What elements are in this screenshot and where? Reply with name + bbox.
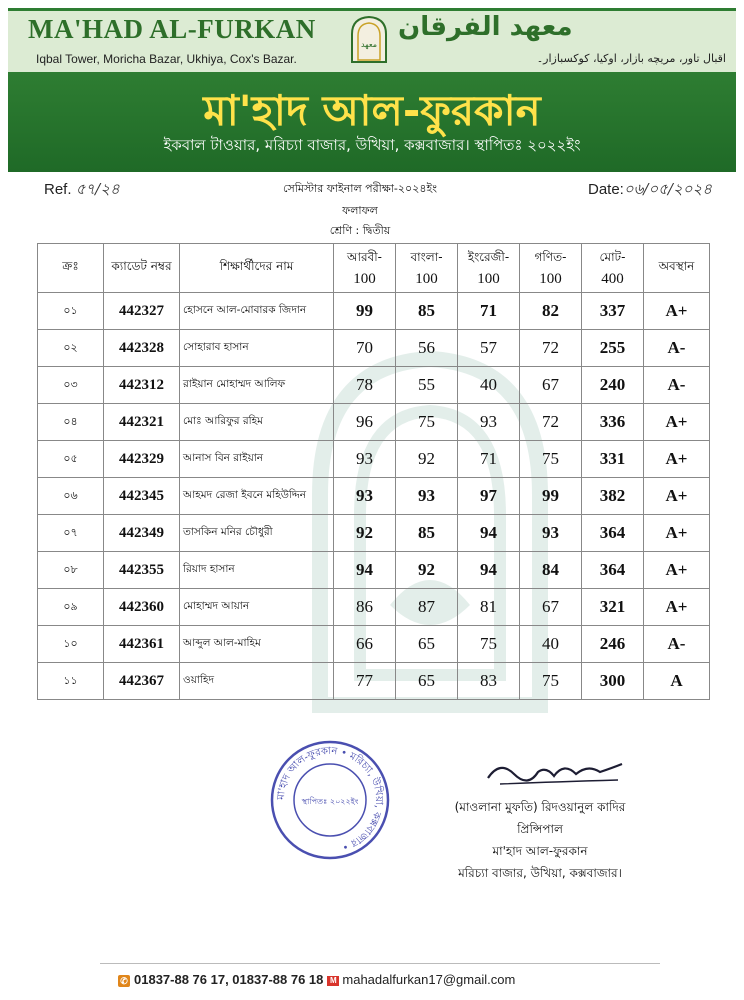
header-serial: ক্রঃ: [38, 244, 104, 293]
header-english: [458, 244, 520, 293]
cell-bangla: 75: [396, 404, 458, 441]
header-math-label: গণিত-: [534, 249, 567, 264]
cell-serial: ০১: [38, 293, 104, 330]
signatory-institution: মা'হাদ আল-ফুরকান: [492, 844, 588, 858]
cell-arabic: 93: [334, 441, 396, 478]
cell-arabic: 99: [334, 293, 396, 330]
cell-bangla: 87: [396, 589, 458, 626]
cell-arabic: 78: [334, 367, 396, 404]
date-value: ০৬/০৫/২০২৪: [623, 180, 712, 198]
cell-student-name: রিয়াদ হাসান: [180, 552, 334, 589]
cell-english: 93: [458, 404, 520, 441]
ref-label: Ref.: [44, 181, 72, 198]
cell-cadet-number: 442329: [104, 441, 180, 478]
cell-math: 93: [520, 515, 582, 552]
cell-english: 97: [458, 478, 520, 515]
cell-total: 255: [582, 330, 644, 367]
header-position: অবস্থান: [644, 244, 710, 293]
header-arabic-label: আরবী-: [346, 249, 383, 264]
signatory-address: মরিচ্যা বাজার, উখিয়া, কক্সবাজার।: [458, 866, 622, 880]
cell-position: A-: [644, 330, 710, 367]
cell-bangla: 56: [396, 330, 458, 367]
signature-mark: [480, 752, 630, 792]
cell-total: 382: [582, 478, 644, 515]
cell-english: 94: [458, 552, 520, 589]
institution-name-ar: معهد الفرقان: [398, 12, 573, 42]
footer-contact: [118, 972, 515, 987]
cell-serial: ০৬: [38, 478, 104, 515]
cell-cadet-number: 442327: [104, 293, 180, 330]
cell-position: A+: [644, 552, 710, 589]
cell-total: 300: [582, 663, 644, 700]
signatory-name: (মাওলানা মুফতি) রিদওয়ানুল কাদির: [454, 800, 626, 814]
seal-icon: [268, 738, 392, 862]
cell-arabic: 94: [334, 552, 396, 589]
header-arabic-max: 100: [353, 270, 376, 287]
table-row: [38, 478, 710, 515]
signatory-title: প্রিন্সিপাল: [517, 822, 563, 836]
cell-serial: ০২: [38, 330, 104, 367]
cell-math: 40: [520, 626, 582, 663]
cell-student-name: মোঃ আরিফুর রহিম: [180, 404, 334, 441]
cell-math: 75: [520, 663, 582, 700]
result-label: ফলাফল: [342, 204, 378, 217]
emblem-label: معهد: [360, 40, 378, 49]
footer-email[interactable]: mahadalfurkan17@gmail.com: [342, 972, 516, 987]
mail-icon: M: [327, 976, 339, 986]
cell-math: 84: [520, 552, 582, 589]
class-label: শ্রেণি : দ্বিতীয়: [329, 224, 391, 237]
header-bangla-max: 100: [415, 270, 438, 287]
header-cadet-number: ক্যাডেট নম্বর: [104, 244, 180, 293]
table-row: [38, 404, 710, 441]
cell-total: 337: [582, 293, 644, 330]
seal-ring-text: মা'হাদ আল-ফুরকান • মরিচ্যা, উখিয়া, কক্সবাজার •: [275, 745, 385, 853]
cell-student-name: আনাস বিন রাইয়ান: [180, 441, 334, 478]
cell-math: 67: [520, 589, 582, 626]
cell-bangla: 65: [396, 626, 458, 663]
footer-phones: 01837-88 76 17, 01837-88 76 18: [134, 972, 324, 987]
cell-english: 57: [458, 330, 520, 367]
institution-name-en: MA'HAD AL-FURKAN: [28, 14, 316, 44]
cell-position: A+: [644, 293, 710, 330]
cell-cadet-number: 442345: [104, 478, 180, 515]
cell-math: 72: [520, 404, 582, 441]
cell-cadet-number: 442321: [104, 404, 180, 441]
cell-math: 72: [520, 330, 582, 367]
institution-name-bn: মা'হাদ আল-ফুরকান: [203, 86, 541, 135]
header-bangla-label: বাংলা-: [410, 249, 443, 264]
header-arabic: [334, 244, 396, 293]
cell-serial: ০৯: [38, 589, 104, 626]
table-row: [38, 589, 710, 626]
cell-english: 83: [458, 663, 520, 700]
header-student-name: শিক্ষার্থীদের নাম: [180, 244, 334, 293]
cell-position: A-: [644, 626, 710, 663]
ref-value: ৫৭/২৪: [75, 180, 120, 198]
cell-position: A: [644, 663, 710, 700]
cell-arabic: 92: [334, 515, 396, 552]
table-row: [38, 515, 710, 552]
cell-total: 240: [582, 367, 644, 404]
cell-student-name: মোহাম্মদ আয়ান: [180, 589, 334, 626]
institution-address-bn: ইকবাল টাওয়ার, মরিচ্যা বাজার, উখিয়া, কক্সবাজার। স্থাপিতঃ ২০২২ইং: [163, 136, 581, 154]
cell-cadet-number: 442328: [104, 330, 180, 367]
cell-cadet-number: 442367: [104, 663, 180, 700]
table-row: [38, 626, 710, 663]
cell-arabic: 96: [334, 404, 396, 441]
cell-bangla: 92: [396, 441, 458, 478]
cell-bangla: 92: [396, 552, 458, 589]
cell-cadet-number: 442355: [104, 552, 180, 589]
cell-english: 71: [458, 293, 520, 330]
table-row: [38, 552, 710, 589]
cell-cadet-number: 442361: [104, 626, 180, 663]
cell-math: 99: [520, 478, 582, 515]
institution-address-en: Iqbal Tower, Moricha Bazar, Ukhiya, Cox's Bazar.: [36, 52, 297, 66]
cell-student-name: সোহারাব হাসান: [180, 330, 334, 367]
cell-english: 81: [458, 589, 520, 626]
header-bangla: [396, 244, 458, 293]
cell-serial: ১১: [38, 663, 104, 700]
issue-date: [588, 178, 712, 203]
emblem-icon: [348, 14, 390, 64]
header-math-max: 100: [539, 270, 562, 287]
cell-student-name: আহমদ রেজা ইবনে মহিউদ্দিন: [180, 478, 334, 515]
date-label: Date:: [588, 181, 624, 198]
cell-student-name: ওয়াহিদ: [180, 663, 334, 700]
phone-icon: ✆: [118, 975, 130, 987]
cell-total: 321: [582, 589, 644, 626]
cell-serial: ০৪: [38, 404, 104, 441]
table-row: [38, 367, 710, 404]
cell-cadet-number: 442360: [104, 589, 180, 626]
cell-english: 40: [458, 367, 520, 404]
signatory-block: [380, 796, 700, 884]
cell-student-name: তাসকিন মনির চৌধুরী: [180, 515, 334, 552]
cell-arabic: 70: [334, 330, 396, 367]
cell-serial: ০৫: [38, 441, 104, 478]
reference-number: [44, 178, 120, 203]
cell-position: A+: [644, 404, 710, 441]
header-english-max: 100: [477, 270, 500, 287]
cell-student-name: রাইয়ান মোহাম্মদ আলিফ: [180, 367, 334, 404]
cell-arabic: 86: [334, 589, 396, 626]
header-total: [582, 244, 644, 293]
header-total-label: মোট-: [599, 249, 626, 264]
cell-position: A+: [644, 515, 710, 552]
cell-total: 246: [582, 626, 644, 663]
cell-total: 336: [582, 404, 644, 441]
cell-cadet-number: 442349: [104, 515, 180, 552]
cell-student-name: আব্দুল আল-মাহিম: [180, 626, 334, 663]
exam-title: সেমিস্টার ফাইনাল পরীক্ষা-২০২৪ইং: [283, 182, 437, 195]
institution-address-ar: اقبال تاور، مريچه بازار، اوکيا، کوکسبازار۔: [536, 52, 726, 65]
cell-english: 75: [458, 626, 520, 663]
seal-center-text: স্থাপিতঃ ২০২২ইং: [301, 797, 359, 806]
cell-serial: ১০: [38, 626, 104, 663]
table-row: [38, 330, 710, 367]
cell-total: 364: [582, 515, 644, 552]
table-row: [38, 663, 710, 700]
cell-arabic: 66: [334, 626, 396, 663]
cell-math: 67: [520, 367, 582, 404]
cell-bangla: 65: [396, 663, 458, 700]
table-row: [38, 293, 710, 330]
cell-serial: ০৭: [38, 515, 104, 552]
table-header-row: [38, 244, 710, 293]
cell-arabic: 93: [334, 478, 396, 515]
table-row: [38, 441, 710, 478]
cell-english: 71: [458, 441, 520, 478]
cell-position: A+: [644, 589, 710, 626]
cell-total: 331: [582, 441, 644, 478]
header-total-max: 400: [601, 270, 624, 287]
footer-divider: [100, 963, 660, 964]
cell-position: A+: [644, 441, 710, 478]
cell-student-name: হোসনে আল-মোবারক জিদান: [180, 293, 334, 330]
cell-serial: ০৩: [38, 367, 104, 404]
header-math: [520, 244, 582, 293]
cell-bangla: 85: [396, 293, 458, 330]
cell-serial: ০৮: [38, 552, 104, 589]
results-table: [37, 243, 710, 700]
cell-bangla: 55: [396, 367, 458, 404]
cell-arabic: 77: [334, 663, 396, 700]
cell-bangla: 85: [396, 515, 458, 552]
cell-bangla: 93: [396, 478, 458, 515]
cell-cadet-number: 442312: [104, 367, 180, 404]
cell-math: 75: [520, 441, 582, 478]
cell-english: 94: [458, 515, 520, 552]
cell-math: 82: [520, 293, 582, 330]
cell-position: A+: [644, 478, 710, 515]
header-english-label: ইংরেজী-: [467, 249, 510, 264]
cell-position: A-: [644, 367, 710, 404]
cell-total: 364: [582, 552, 644, 589]
